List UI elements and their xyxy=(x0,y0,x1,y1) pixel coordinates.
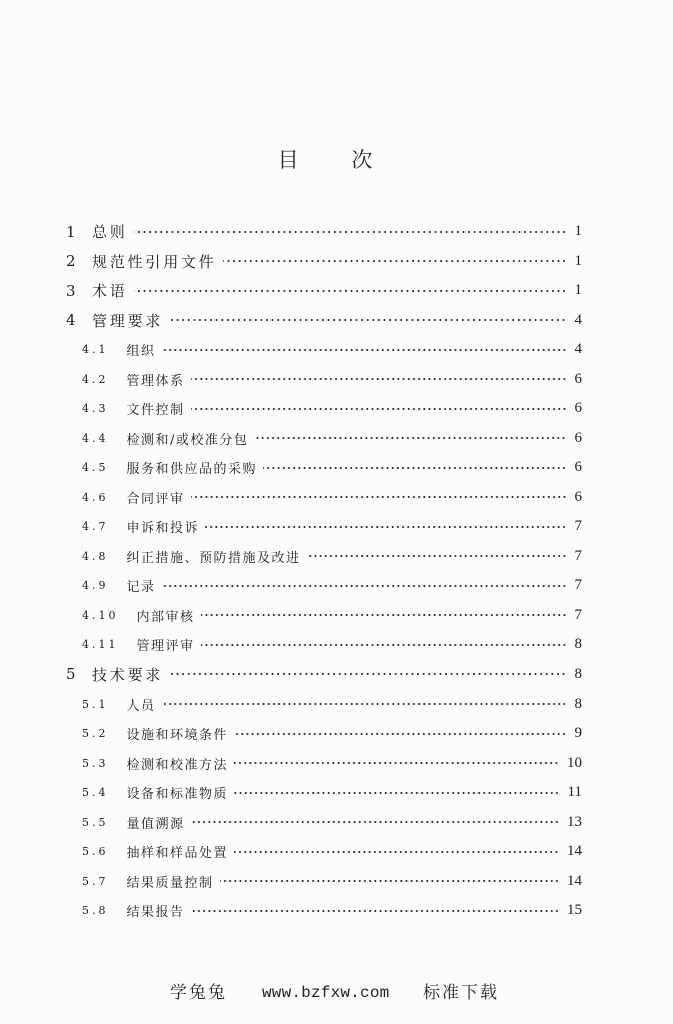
toc-entry xyxy=(0,394,673,424)
toc-entry xyxy=(0,483,673,513)
toc-leader-dots xyxy=(205,525,566,529)
toc-entry-page: 14 xyxy=(567,872,582,889)
toc-entry-number: 5 xyxy=(66,665,76,684)
toc-entry xyxy=(0,542,673,572)
toc-entry-page: 11 xyxy=(567,784,582,801)
toc-leader-dots xyxy=(307,554,567,558)
toc-entry-number: 4.7 xyxy=(82,520,109,534)
toc-entry-page: 6 xyxy=(574,459,582,476)
toc-entry-page: 1 xyxy=(574,282,582,299)
toc-entry-page: 13 xyxy=(567,813,582,830)
toc-entry xyxy=(0,807,673,837)
toc-entry xyxy=(0,866,673,896)
toc-leader-dots xyxy=(162,702,567,706)
toc-entry-number: 5.5 xyxy=(82,815,109,829)
page-title: 目 次 xyxy=(277,148,373,172)
toc-entry-number: 5.7 xyxy=(82,874,109,888)
toc-entry-title: 人员 xyxy=(126,698,156,714)
toc-entry xyxy=(0,365,673,395)
toc-entry-number: 5.4 xyxy=(82,786,109,800)
toc-entry-number: 4 xyxy=(66,311,76,330)
toc-leader-dots xyxy=(162,584,567,588)
toc-entry-title: 检测和校准方法 xyxy=(126,757,229,773)
toc-entry-number: 4.10 xyxy=(82,608,119,622)
toc-entry xyxy=(0,335,673,365)
toc-entry xyxy=(0,719,673,749)
footer-slogan: 标准下载 xyxy=(423,983,499,1003)
toc-leader-dots xyxy=(223,259,567,263)
toc-entry-page: 6 xyxy=(574,400,582,417)
toc-entry-title: 记录 xyxy=(126,580,156,596)
toc-entry-title: 设备和标准物质 xyxy=(126,787,229,803)
toc-entry-title: 内部审核 xyxy=(136,609,195,625)
toc-entry-title: 技术要求 xyxy=(92,665,164,684)
toc-entry-title: 管理要求 xyxy=(92,311,164,330)
toc-entry-number: 5.1 xyxy=(82,697,109,711)
toc-entry-page: 15 xyxy=(567,902,582,919)
toc-entry-page: 4 xyxy=(574,341,582,358)
toc-entry-page: 7 xyxy=(574,606,582,623)
toc-entry xyxy=(0,601,673,631)
toc-entry xyxy=(0,571,673,601)
toc-entry-number: 1 xyxy=(66,222,76,241)
toc-entry xyxy=(0,630,673,660)
toc-entry-number: 4.9 xyxy=(82,579,109,593)
toc-leader-dots xyxy=(169,318,566,322)
toc-leader-dots xyxy=(134,289,567,293)
toc-leader-dots xyxy=(169,672,566,676)
toc-leader-dots xyxy=(220,879,559,883)
toc-entry-number: 4.5 xyxy=(82,461,109,475)
toc-entry xyxy=(0,247,673,277)
footer-url: www.bzfxw.com xyxy=(262,984,390,1002)
toc-leader-dots xyxy=(191,377,567,381)
toc-entry-title: 管理体系 xyxy=(126,373,185,389)
toc-list xyxy=(0,217,673,925)
toc-entry-title: 术语 xyxy=(92,282,128,301)
toc-entry xyxy=(0,276,673,306)
toc-leader-dots xyxy=(201,613,567,617)
toc-entry-number: 5.2 xyxy=(82,727,109,741)
toc-entry xyxy=(0,837,673,867)
toc-entry-page: 7 xyxy=(574,518,582,535)
toc-entry-number: 5.6 xyxy=(82,845,109,859)
toc-entry xyxy=(0,689,673,719)
toc-entry-page: 1 xyxy=(574,252,582,269)
toc-entry-number: 4.4 xyxy=(82,431,109,445)
toc-entry-title: 组织 xyxy=(126,344,156,360)
toc-leader-dots xyxy=(234,850,559,854)
toc-entry-number: 3 xyxy=(66,281,76,300)
toc-entry xyxy=(0,453,673,483)
toc-entry-page: 4 xyxy=(574,311,582,328)
toc-entry-title: 结果质量控制 xyxy=(126,875,214,891)
toc-entry xyxy=(0,748,673,778)
toc-entry xyxy=(0,217,673,247)
toc-leader-dots xyxy=(191,820,559,824)
toc-leader-dots xyxy=(162,348,567,352)
toc-entry-page: 6 xyxy=(574,488,582,505)
toc-leader-dots xyxy=(191,909,559,913)
toc-leader-dots xyxy=(201,643,567,647)
toc-entry-title: 抽样和样品处置 xyxy=(126,846,229,862)
toc-entry-page: 1 xyxy=(574,223,582,240)
toc-entry-page: 7 xyxy=(574,547,582,564)
toc-entry xyxy=(0,512,673,542)
toc-leader-dots xyxy=(254,436,566,440)
toc-entry-page: 6 xyxy=(574,370,582,387)
toc-leader-dots xyxy=(134,230,567,234)
toc-entry-number: 2 xyxy=(66,252,76,271)
toc-entry-title: 结果报告 xyxy=(126,905,185,921)
toc-entry-title: 申诉和投诉 xyxy=(126,521,200,537)
toc-leader-dots xyxy=(234,791,560,795)
toc-leader-dots xyxy=(234,761,559,765)
toc-leader-dots xyxy=(263,466,566,470)
toc-entry-title: 检测和/或校准分包 xyxy=(126,432,249,448)
toc-leader-dots xyxy=(191,407,567,411)
toc-entry-page: 14 xyxy=(567,843,582,860)
toc-entry xyxy=(0,660,673,690)
toc-entry-page: 7 xyxy=(574,577,582,594)
toc-entry xyxy=(0,306,673,336)
toc-entry-page: 6 xyxy=(574,429,582,446)
toc-entry-number: 4.8 xyxy=(82,549,109,563)
toc-entry-number: 4.2 xyxy=(82,372,109,386)
toc-entry-title: 量值溯源 xyxy=(126,816,185,832)
toc-entry-number: 4.3 xyxy=(82,402,109,416)
toc-entry-number: 4.11 xyxy=(82,638,119,652)
toc-entry xyxy=(0,778,673,808)
toc-entry-title: 总则 xyxy=(92,223,128,242)
toc-entry xyxy=(0,896,673,926)
toc-entry-title: 合同评审 xyxy=(126,491,185,507)
toc-entry-page: 10 xyxy=(567,754,582,771)
toc-entry-page: 8 xyxy=(574,695,582,712)
toc-entry-number: 4.6 xyxy=(82,490,109,504)
footer-site-name: 学兔兔 xyxy=(170,983,227,1003)
toc-entry-page: 9 xyxy=(574,725,582,742)
toc-entry-title: 纠正措施、预防措施及改进 xyxy=(126,550,301,566)
footer-watermark xyxy=(0,980,673,1006)
toc-entry-page: 8 xyxy=(574,665,582,682)
toc-entry-title: 规范性引用文件 xyxy=(92,252,217,271)
toc-leader-dots xyxy=(191,495,567,499)
toc-entry-title: 服务和供应品的采购 xyxy=(126,462,258,478)
toc-entry-page: 8 xyxy=(574,636,582,653)
toc-entry-title: 管理评审 xyxy=(136,639,195,655)
toc-leader-dots xyxy=(234,732,566,736)
toc-entry-title: 设施和环境条件 xyxy=(126,728,229,744)
toc-entry xyxy=(0,424,673,454)
toc-entry-number: 4.1 xyxy=(82,343,109,357)
toc-entry-number: 5.8 xyxy=(82,904,109,918)
toc-entry-title: 文件控制 xyxy=(126,403,185,419)
toc-entry-number: 5.3 xyxy=(82,756,109,770)
